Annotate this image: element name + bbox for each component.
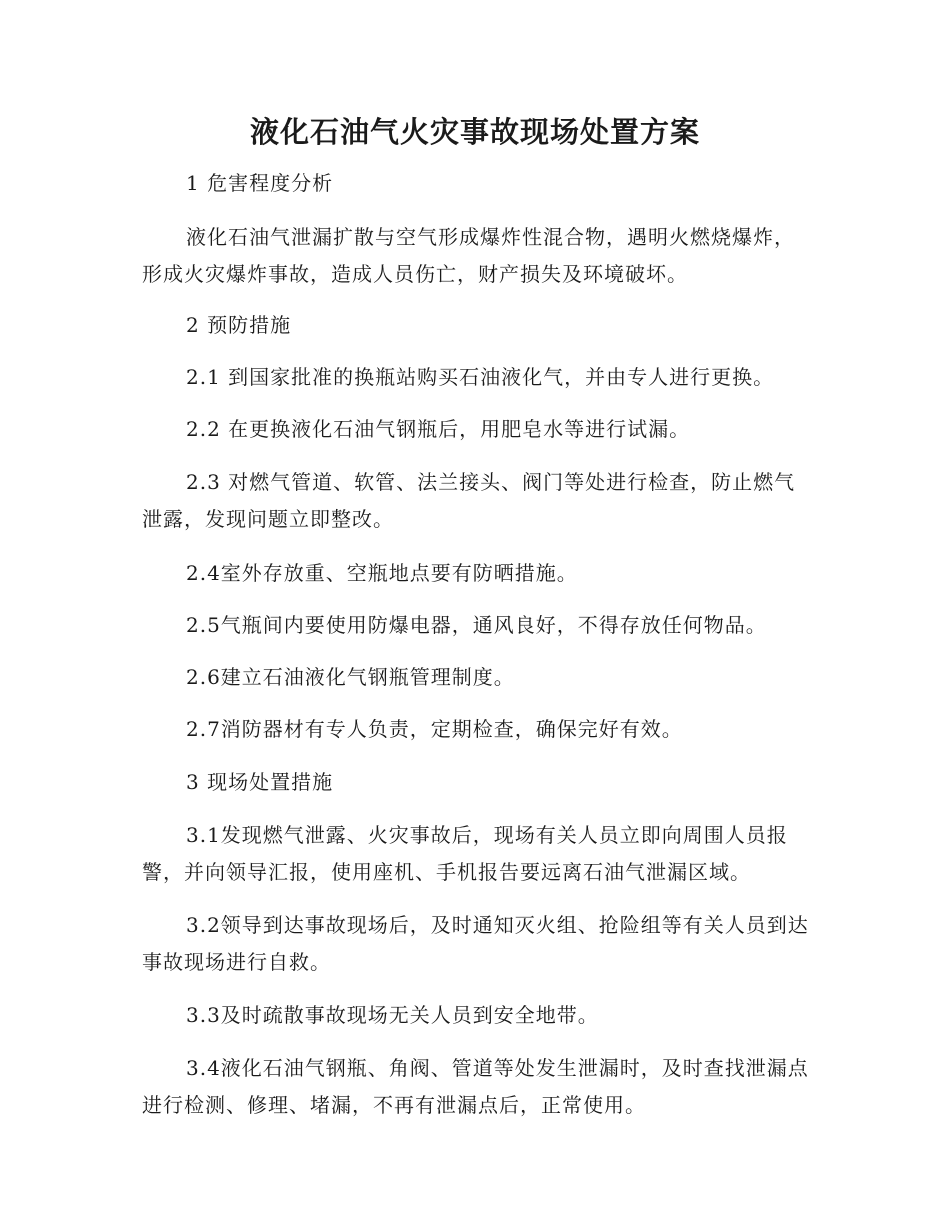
- section-heading-1: 1 危害程度分析: [186, 171, 334, 195]
- paragraph-3-1: 3.1发现燃气泄露、火灾事故后，现场有关人员立即向周围人员报警，并向领导汇报，使用座机、手机报告要远离石油气泄漏区域。: [142, 823, 788, 884]
- paragraph-2-4: 2.4室外存放重、空瓶地点要有防晒措施。: [186, 561, 578, 585]
- paragraph-3-4: 3.4液化石油气钢瓶、角阀、管道等处发生泄漏时，及时查找泄漏点进行检测、修理、堵漏，不再有泄漏点后，正常使用。: [142, 1056, 809, 1117]
- paragraph-2-3: 2.3 对燃气管道、软管、法兰接头、阀门等处进行检查，防止燃气泄露，发现问题立即整改。: [142, 470, 796, 531]
- section-heading-3: 3 现场处置措施: [186, 770, 334, 794]
- section-heading-2: 2 预防措施: [186, 313, 292, 337]
- paragraph-2-7: 2.7消防器材有专人负责，定期检查，确保完好有效。: [186, 717, 683, 741]
- paragraph-2-5: 2.5气瓶间内要使用防爆电器，通风良好，不得存放任何物品。: [186, 613, 767, 637]
- paragraph-3-3: 3.3及时疏散事故现场无关人员到安全地带。: [186, 1003, 599, 1027]
- paragraph-3-2: 3.2领导到达事故现场后，及时通知灭火组、抢险组等有关人员到达事故现场进行自救。: [142, 913, 809, 974]
- paragraph-2-6: 2.6建立石油液化气钢瓶管理制度。: [186, 665, 515, 689]
- paragraph-2-1: 2.1 到国家批准的换瓶站购买石油液化气，并由专人进行更换。: [186, 365, 775, 389]
- paragraph-2-2: 2.2 在更换液化石油气钢瓶后，用肥皂水等进行试漏。: [186, 417, 691, 441]
- document-title: 液化石油气火灾事故现场处置方案: [249, 115, 700, 149]
- paragraph-hazard-analysis: 液化石油气泄漏扩散与空气形成爆炸性混合物，遇明火燃烧爆炸，形成火灾爆炸事故，造成人员伤亡，财产损失及环境破坏。: [142, 225, 795, 286]
